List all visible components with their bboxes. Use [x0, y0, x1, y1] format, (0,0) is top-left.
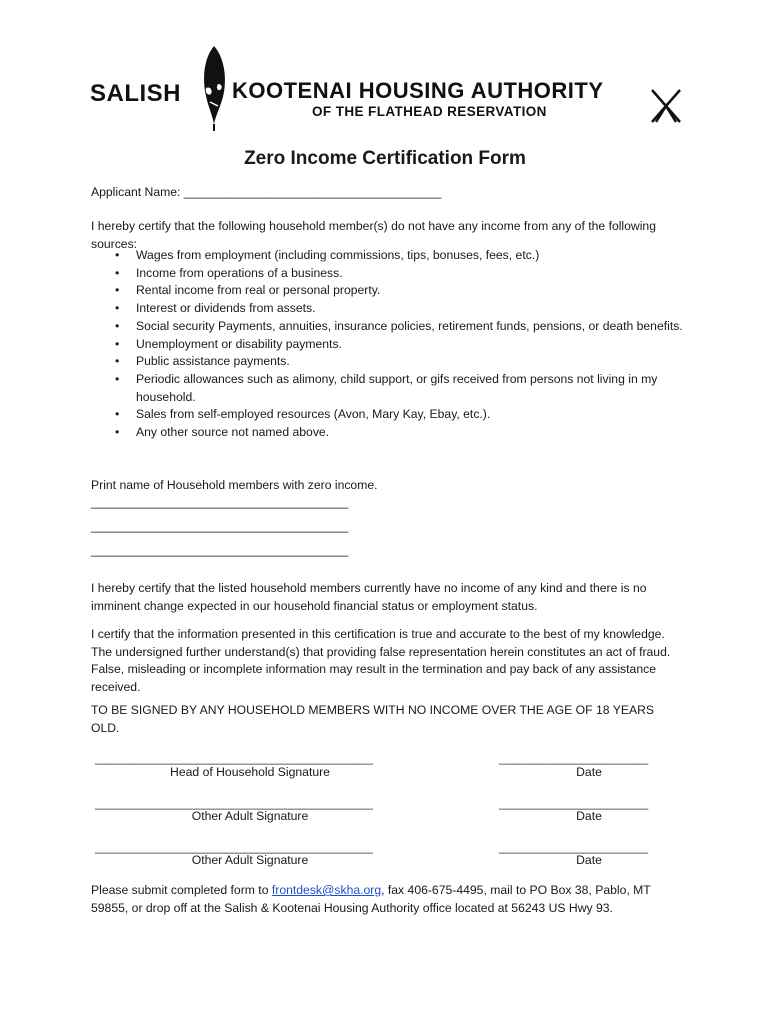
- signature-line[interactable]: _________________________________________: [95, 840, 373, 854]
- logo-subtitle: OF THE FLATHEAD RESERVATION: [312, 104, 547, 119]
- date-label: Date: [576, 853, 602, 867]
- signature-label: Other Adult Signature: [191, 809, 309, 823]
- signature-line[interactable]: _________________________________________: [95, 751, 373, 765]
- form-title: Zero Income Certification Form: [244, 148, 526, 169]
- household-member-line[interactable]: ______________________________________: [91, 495, 349, 509]
- date-label: Date: [576, 809, 602, 823]
- date-line[interactable]: ______________________: [499, 840, 649, 854]
- list-item: • Rental income from real or personal property.: [91, 282, 683, 300]
- logo-text-kootenai: KOOTENAI HOUSING AUTHORITY: [232, 78, 604, 103]
- list-item: • Income from operations of a business.: [91, 265, 683, 283]
- date-label: Date: [576, 765, 602, 779]
- signature-line[interactable]: _________________________________________: [95, 796, 373, 810]
- no-income-certification: I hereby certify that the listed household members currently have no income of any kind and there is no imminent change expected in our household financial status or employment status.: [91, 581, 647, 613]
- list-item: • Public assistance payments.: [91, 353, 683, 371]
- intro-statement: I hereby certify that the following household member(s) do not have any income from any of the following sources:: [91, 219, 656, 251]
- signing-instruction: TO BE SIGNED BY ANY HOUSEHOLD MEMBERS WITH NO INCOME OVER THE AGE OF 18 YEARS OLD.: [91, 703, 655, 735]
- signature-label: Other Adult Signature: [191, 853, 309, 867]
- accuracy-certification: I certify that the information presented in this certification is true and accurate to the best of my knowledge. The undersigned further understand(s) that providing false representation herein constitutes an act of fraud. False, misleading or incomplete information may result in the termination and pay back of any assistance received.: [91, 627, 671, 695]
- submit-text-before: Please submit completed form to: [91, 883, 272, 897]
- logo-text-salish: SALISH: [90, 80, 182, 107]
- email-link[interactable]: frontdesk@skha.org: [271, 883, 382, 897]
- signature-label: Head of Household Signature: [170, 765, 330, 779]
- date-line[interactable]: ______________________: [499, 751, 649, 765]
- tipi-icon: [646, 88, 686, 124]
- household-member-line[interactable]: ______________________________________: [91, 519, 349, 533]
- submit-text-after: , fax 406-675-4495, mail to PO Box 38, Pablo, MT 59855, or drop off at the Salish & Kootenai Housing Authority office located at 56243 US Hwy 93.: [91, 883, 651, 915]
- list-item: • Periodic allowances such as alimony, child support, or gifs received from persons not living in my household.: [91, 371, 683, 406]
- income-sources-list: [91, 247, 683, 442]
- print-names-label: Print name of Household members with zero income.: [91, 478, 378, 492]
- list-item: • Wages from employment (including commissions, tips, bonuses, fees, etc.): [91, 247, 683, 265]
- list-item: • Interest or dividends from assets.: [91, 300, 683, 318]
- list-item: • Any other source not named above.: [91, 424, 683, 442]
- household-member-line[interactable]: ______________________________________: [91, 543, 349, 557]
- feather-icon: [196, 44, 232, 132]
- list-item: • Sales from self-employed resources (Avon, Mary Kay, Ebay, etc.).: [91, 406, 683, 424]
- list-item: • Unemployment or disability payments.: [91, 336, 683, 354]
- list-item: • Social security Payments, annuities, insurance policies, retirement funds, pensions, or death benefits.: [91, 318, 683, 336]
- applicant-name-field[interactable]: Applicant Name: ______________________________________: [91, 185, 442, 199]
- logo-header: [90, 44, 690, 134]
- submission-instructions: [91, 882, 683, 917]
- date-line[interactable]: ______________________: [499, 796, 649, 810]
